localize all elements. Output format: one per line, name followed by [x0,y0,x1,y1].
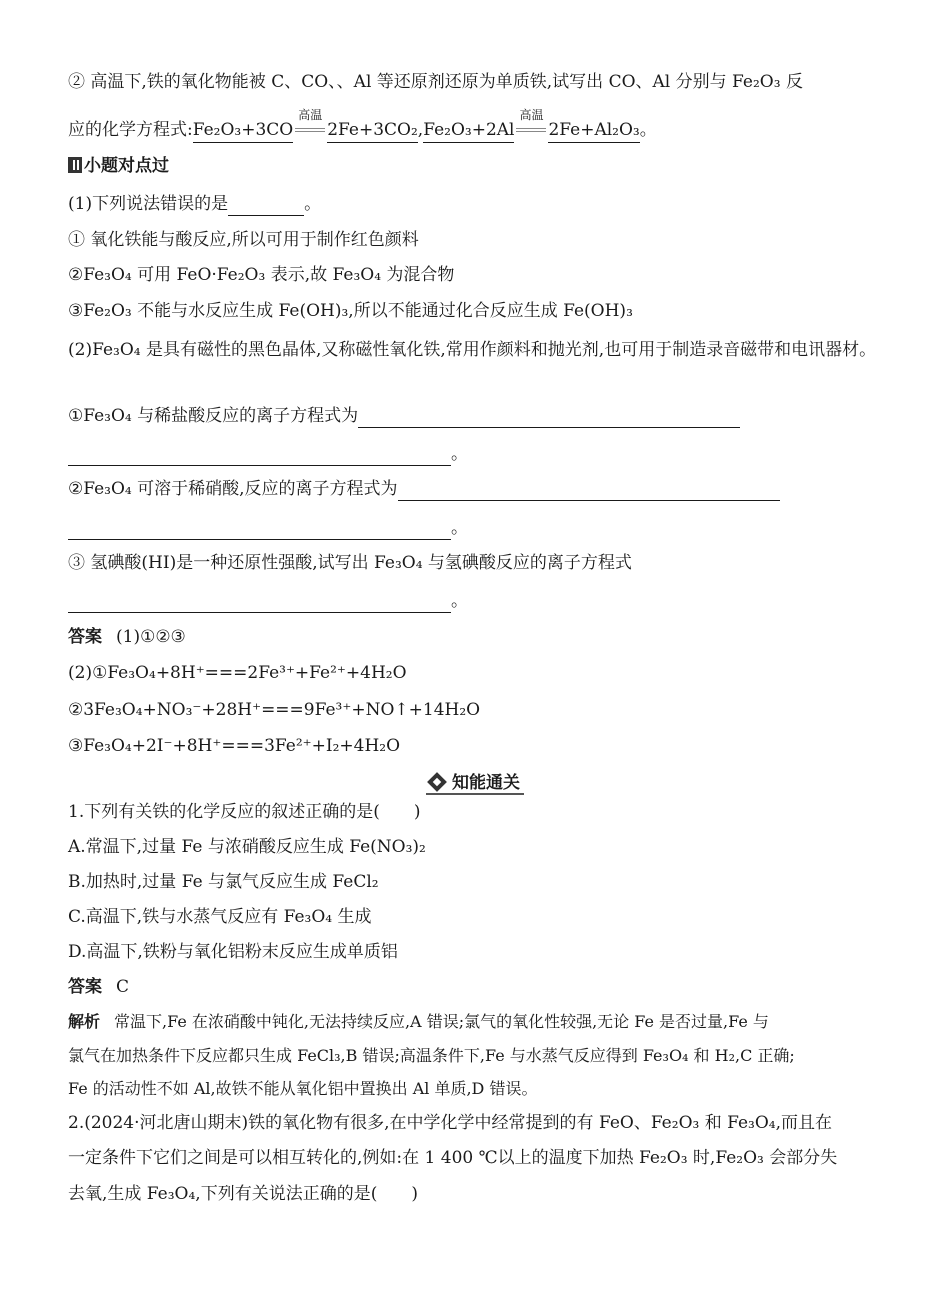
answer-blank [68,447,451,466]
answer-blank [358,409,740,428]
equation-2-right: 2Fe+Al₂O₃ [548,118,639,143]
section-marker-icon [68,157,82,173]
answer-label: 答案 [68,627,102,647]
question-2-sub-2: ②Fe₃O₄ 可溶于稀硝酸,反应的离子方程式为 [68,477,780,501]
answer-1-line-4: ③Fe₃O₄+2I⁻+8H⁺===3Fe²⁺+I₂+4H₂O [68,736,401,756]
analysis-line-2: 氯气在加热条件下反应都只生成 FeCl₃,B 错误;高温条件下,Fe 与水蒸气反应得到 Fe₃O₄ 和 H₂,C 正确; [68,1046,795,1065]
analysis-label: 解析 [68,1012,101,1031]
intro-line-2: 应的化学方程式:Fe₂O₃+3CO 高温 2Fe+3CO₂,Fe₂O₃+2Al 高温 2Fe+Al₂O₃。 [68,118,657,143]
equation-2-left: Fe₂O₃+2Al [423,118,514,143]
condition-high-temp: 高温 [293,119,327,143]
question-1-option-2: ②Fe₃O₄ 可用 FeO·Fe₂O₃ 表示,故 Fe₃O₄ 为混合物 [68,265,455,285]
answer-1-line-2: (2)①Fe₃O₄+8H⁺===2Fe³⁺+Fe²⁺+4H₂O [68,663,407,683]
mc-question-2-line-1: 2.(2024·河北唐山期末)铁的氧化物有很多,在中学化学中经常提到的有 FeO、Fe₂O₃ 和 Fe₃O₄,而且在 [68,1113,833,1133]
equation-1-left: Fe₂O₃+3CO [193,118,294,143]
mc-question-1-option-d: D.高温下,铁粉与氧化铝粉末反应生成单质铝 [68,942,398,962]
mc-question-1-stem: 1.下列有关铁的化学反应的叙述正确的是( ) [68,802,421,822]
section-heading-knowledge: 知能通关 [0,768,950,795]
intro-prefix: 应的化学方程式: [68,120,193,140]
question-1-option-3: ③Fe₂O₃ 不能与水反应生成 Fe(OH)₃,所以不能通过化合反应生成 Fe(OH)₃ [68,301,633,321]
question-2-sub-3-line-2: 。 [68,589,468,613]
mc-question-1-option-c: C.高温下,铁与水蒸气反应有 Fe₃O₄ 生成 [68,907,372,927]
answer-label: 答案 [68,977,102,997]
answer-2: 答案 C [68,977,130,997]
intro-line-1: ② 高温下,铁的氧化物能被 C、CO、、Al 等还原剂还原为单质铁,试写出 CO、Al 分别与 Fe₂O₃ 反 [68,72,803,92]
analysis-line-1: 解析 常温下,Fe 在浓硝酸中钝化,无法持续反应,A 错误;氯气的氧化性较强,无论 Fe 是否过量,Fe 与 [68,1012,769,1031]
question-2-sub-2-line-2: 。 [68,516,468,540]
equation-1-right: 2Fe+3CO₂ [327,118,418,143]
answer-1-line-3: ②3Fe₃O₄+NO₃⁻+28H⁺===9Fe³⁺+NO↑+14H₂O [68,700,481,720]
answer-blank [68,521,451,540]
question-1-stem: (1)下列说法错误的是 。 [68,194,322,214]
diamond-icon [427,772,447,792]
answer-1: 答案 (1)①②③ [68,627,186,647]
mc-question-1-option-b: B.加热时,过量 Fe 与氯气反应生成 FeCl₂ [68,872,379,892]
answer-blank [228,197,304,216]
answer-blank [68,594,451,613]
question-2-sub-1: ①Fe₃O₄ 与稀盐酸反应的离子方程式为 [68,404,740,428]
condition-high-temp-2: 高温 [514,119,548,143]
mc-question-1-option-a: A.常温下,过量 Fe 与浓硝酸反应生成 Fe(NO₃)₂ [68,837,426,857]
question-2-sub-1-line-2: 。 [68,442,468,466]
question-2-sub-3: ③ 氢碘酸(HI)是一种还原性强酸,试写出 Fe₃O₄ 与氢碘酸反应的离子方程式 [68,553,632,573]
mc-question-2-line-2: 一定条件下它们之间是可以相互转化的,例如:在 1 400 ℃以上的温度下加热 Fe₂O₃ 时,Fe₂O₃ 会部分失 [68,1148,838,1168]
mc-question-2-line-3: 去氧,生成 Fe₃O₄,下列有关说法正确的是( ) [68,1184,418,1204]
answer-blank [398,482,780,501]
question-1-option-1: ① 氧化铁能与酸反应,所以可用于制作红色颜料 [68,230,419,250]
section-heading-practice: 小题对点过 [68,154,169,178]
analysis-line-3: Fe 的活动性不如 Al,故铁不能从氧化铝中置换出 Al 单质,D 错误。 [68,1079,538,1098]
question-2-stem: (2)Fe₃O₄ 是具有磁性的黑色晶体,又称磁性氧化铁,常用作颜料和抛光剂,也可用于制造录音磁带和电讯器材。 [68,340,877,360]
